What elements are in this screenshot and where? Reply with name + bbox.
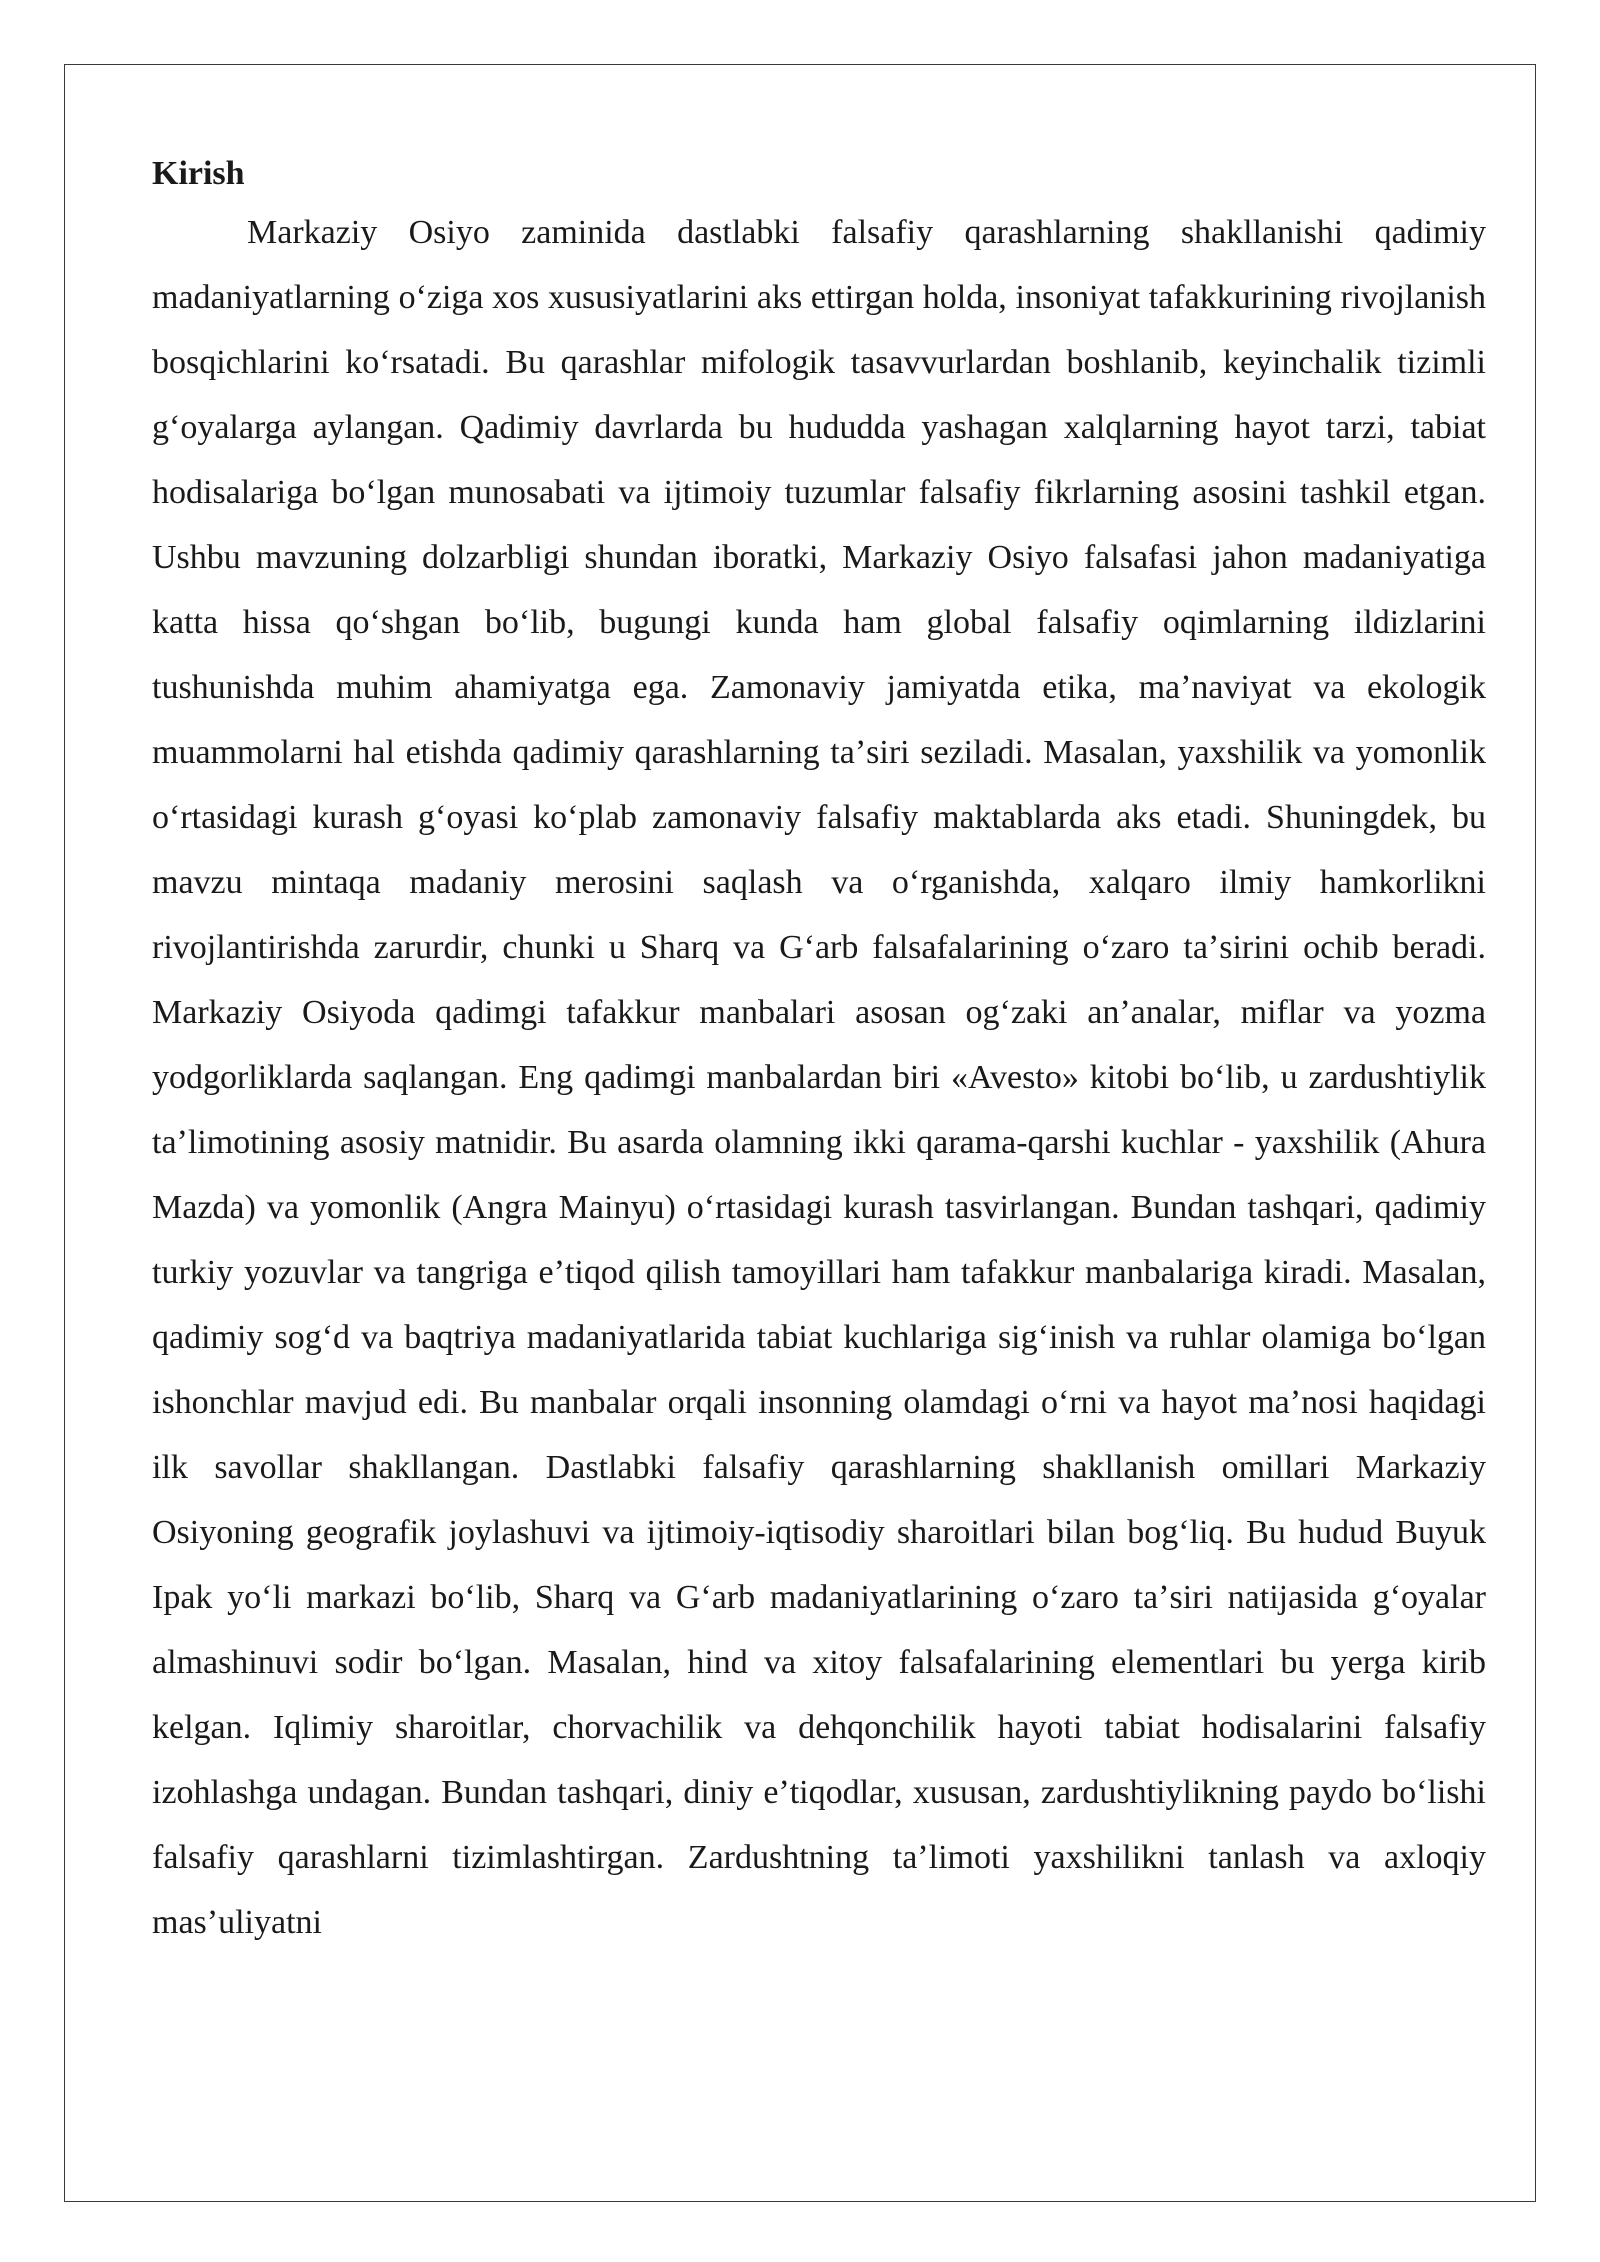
document-body <box>152 148 1486 1955</box>
body-paragraph: Markaziy Osiyo zaminida dastlabki falsafiy qarashlarning shakllanishi qadimiy madaniyatlarning oʻziga xos xususiyatlarini aks ettirgan holda, insoniyat tafakkurining rivojlanish bosqichlarini koʻrsatadi. Bu qarashlar mifologik tasavvurlardan boshlanib, keyinchalik tizimli gʻoyalarga aylangan. Qadimiy davrlarda bu hududda yashagan xalqlarning hayot tarzi, tabiat hodisalariga boʻlgan munosabati va ijtimoiy tuzumlar falsafiy fikrlarning asosini tashkil etgan. Ushbu mavzuning dolzarbligi shundan iboratki, Markaziy Osiyo falsafasi jahon madaniyatiga katta hissa qoʻshgan boʻlib, bugungi kunda ham global falsafiy oqimlarning ildizlarini tushunishda muhim ahamiyatga ega. Zamonaviy jamiyatda etika, maʼnaviyat va ekologik muammolarni hal etishda qadimiy qarashlarning taʼsiri seziladi. Masalan, yaxshilik va yomonlik oʻrtasidagi kurash gʻoyasi koʻplab zamonaviy falsafiy maktablarda aks etadi. Shuningdek, bu mavzu mintaqa madaniy merosini saqlash va oʻrganishda, xalqaro ilmiy hamkorlikni rivojlantirishda zarurdir, chunki u Sharq va Gʻarb falsafalarining oʻzaro taʼsirini ochib beradi. Markaziy Osiyoda qadimgi tafakkur manbalari asosan ogʻzaki anʼanalar, miflar va yozma yodgorliklarda saqlangan. Eng qadimgi manbalardan biri «Avesto» kitobi boʻlib, u zardushtiylik taʼlimotining asosiy matnidir. Bu asarda olamning ikki qarama-qarshi kuchlar - yaxshilik (Ahura Mazda) va yomonlik (Angra Mainyu) oʻrtasidagi kurash tasvirlangan. Bundan tashqari, qadimiy turkiy yozuvlar va tangriga eʼtiqod qilish tamoyillari ham tafakkur manbalariga kiradi. Masalan, qadimiy sogʻd va baqtriya madaniyatlarida tabiat kuchlariga sigʻinish va ruhlar olamiga boʻlgan ishonchlar mavjud edi. Bu manbalar orqali insonning olamdagi oʻrni va hayot maʼnosi haqidagi ilk savollar shakllangan. Dastlabki falsafiy qarashlarning shakllanish omillari Markaziy Osiyoning geografik joylashuvi va ijtimoiy-iqtisodiy sharoitlari bilan bogʻliq. Bu hudud Buyuk Ipak yoʻli markazi boʻlib, Sharq va Gʻarb madaniyatlarining oʻzaro taʼsiri natijasida gʻoyalar almashinuvi sodir boʻlgan. Masalan, hind va xitoy falsafalarining elementlari bu yerga kirib kelgan. Iqlimiy sharoitlar, chorvachilik va dehqonchilik hayoti tabiat hodisalarini falsafiy izohlashga undagan. Bundan tashqari, diniy eʼtiqodlar, xususan, zardushtiylikning paydo boʻlishi falsafiy qarashlarni tizimlashtirgan. Zardushtning taʼlimoti yaxshilikni tanlash va axloqiy masʼuliyatni <box>152 214 1486 1941</box>
section-heading: Kirish <box>152 155 245 192</box>
